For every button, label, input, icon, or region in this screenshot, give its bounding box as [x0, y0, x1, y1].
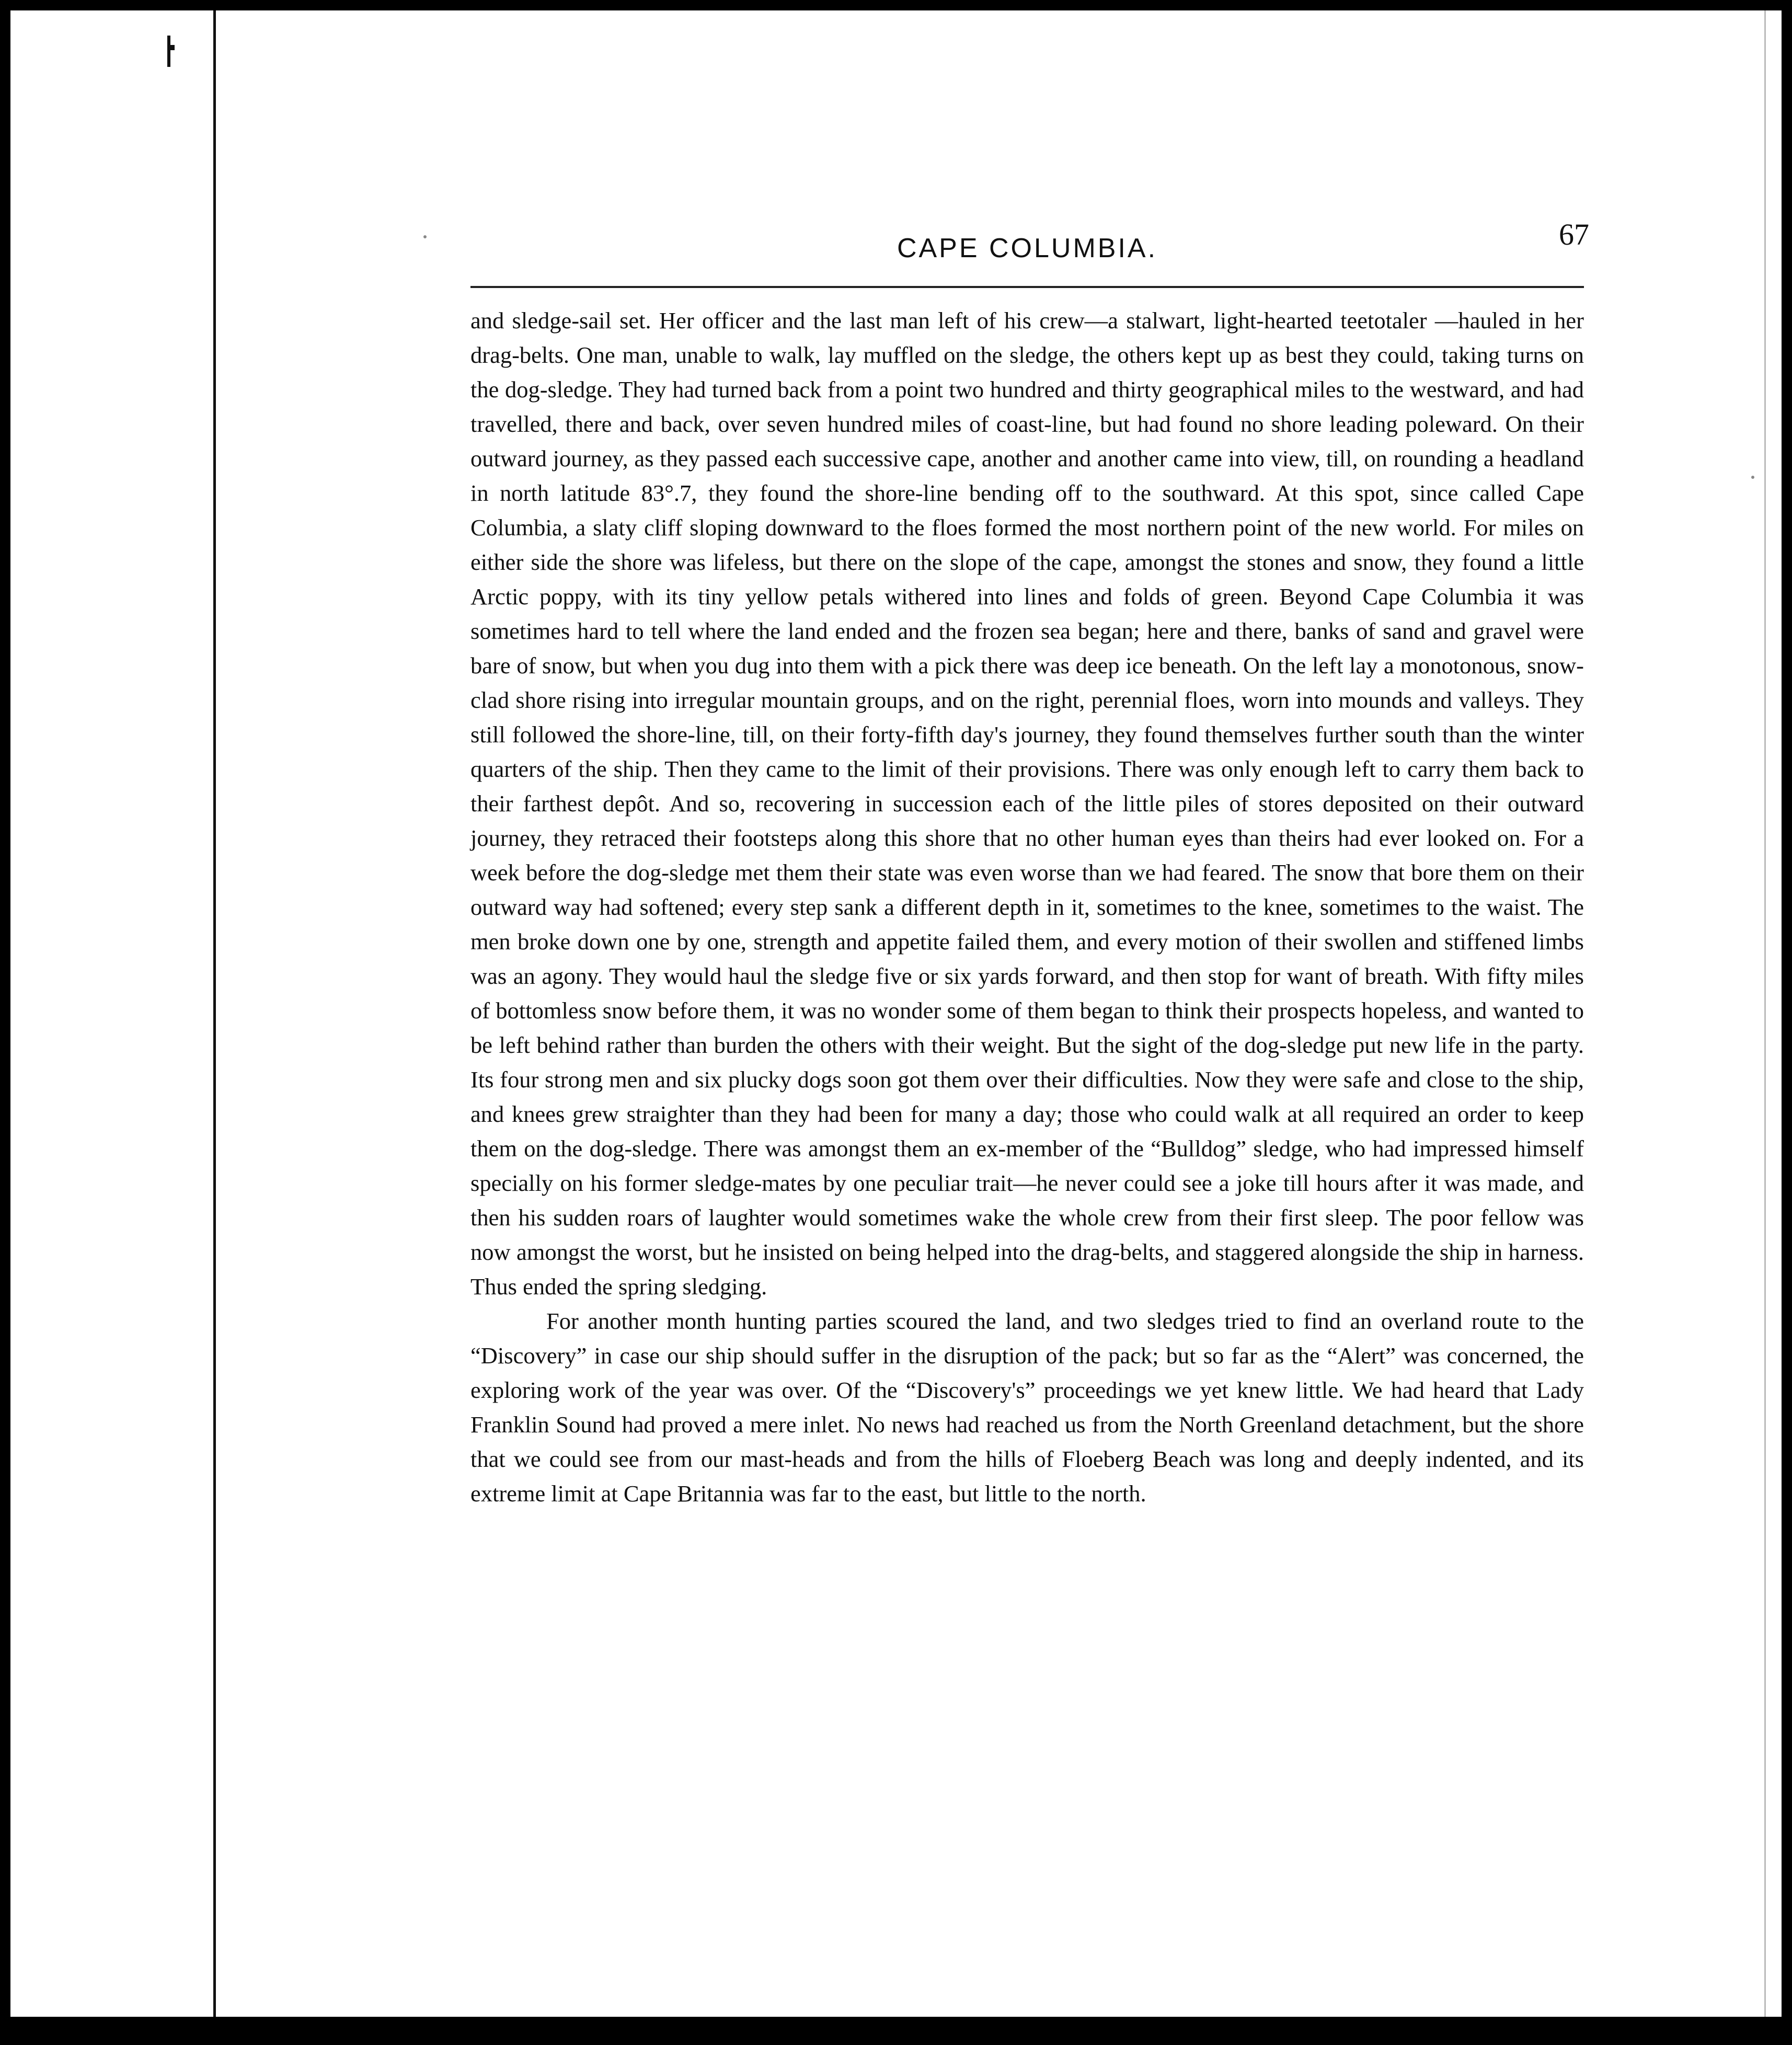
running-title: CAPE COLUMBIA.: [897, 233, 1158, 263]
binding-gutter-line: [213, 10, 216, 2035]
book-page: [10, 10, 1782, 2035]
body-text: [470, 303, 1584, 1511]
paper-speck: [1751, 476, 1754, 479]
header-rule: [470, 286, 1584, 288]
page-right-edge: [1764, 10, 1766, 2035]
page-header: [470, 217, 1589, 280]
paragraph: For another month hunting parties scoured the land, and two sledges tried to find an overland route to the “Discovery” in case our ship should suffer in the disruption of the pack; but so far as the “Alert” was concerned, the exploring work of the year was over. Of the “Discovery's” proceedings we yet knew little. We had heard that Lady Franklin Sound had proved a mere inlet. No news had reached us from the North Greenland detachment, but the shore that we could see from our mast-heads and from the hills of Floeberg Beach was long and deeply indented, and its extreme limit at Cape Britannia was far to the east, but little to the north.: [470, 1308, 1584, 1507]
page-number: 67: [1559, 217, 1589, 251]
page-bottom-edge: [10, 2017, 1782, 2035]
paper-speck: [423, 235, 427, 238]
paragraph: and sledge-sail set. Her officer and the last man left of his crew—a stalwart, light-hearted teetotaler —hauled in her drag-belts. One man, unable to walk, lay muffled on the sledge, the others kept up as best they could, taking turns on the dog-sledge. They had turned back from a point two hundred and thirty geographical miles to the westward, and had travelled, there and back, over seven hundred miles of coast-line, but had found no shore leading poleward. On their outward journey, as they passed each successive cape, another and another came into view, till, on rounding a headland in north latitude 83°.7, they found the shore-line bending off to the southward. At this spot, since called Cape Columbia, a slaty cliff sloping downward to the floes formed the most northern point of the new world. For miles on either side the shore was lifeless, but there on the slope of the cape, amongst the stones and snow, they found a little Arctic poppy, with its tiny yellow petals withered into lines and folds of green. Beyond Cape Columbia it was sometimes hard to tell where the land ended and the frozen sea began; here and there, banks of sand and gravel were bare of snow, but when you dug into them with a pick there was deep ice beneath. On the left lay a monotonous, snow-clad shore rising into irregular mountain groups, and on the right, perennial floes, worn into mounds and valleys. They still followed the shore-line, till, on their forty-fifth day's journey, they found themselves further south than the winter quarters of the ship. Then they came to the limit of their provisions. There was only enough left to carry them back to their farthest depôt. And so, recovering in succession each of the little piles of stores deposited on their outward journey, they retraced their footsteps along this shore that no other human eyes than theirs had ever looked on. For a week before the dog-sledge met them their state was even worse than we had feared. The snow that bore them on their outward way had softened; every step sank a different depth in it, sometimes to the knee, sometimes to the waist. The men broke down one by one, strength and appetite failed them, and every motion of their swollen and stiffened limbs was an agony. They would haul the sledge five or six yards forward, and then stop for want of breath. With fifty miles of bottomless snow before them, it was no wonder some of them began to think their prospects hopeless, and wanted to be left behind rather than burden the others with their weight. But the sight of the dog-sledge put new life in the party. Its four strong men and six plucky dogs soon got them over their difficulties. Now they were safe and close to the ship, and knees grew straighter than they had been for many a day; those who could walk at all required an order to keep them on the dog-sledge. There was amongst them an ex-member of the “Bulldog” sledge, who had impressed himself specially on his former sledge-mates by one peculiar trait—he never could see a joke till hours after it was made, and then his sudden roars of laughter would sometimes wake the whole crew from their first sleep. The poor fellow was now amongst the worst, but he insisted on being helped into the drag-belts, and staggered alongside the ship in harness. Thus ended the spring sledging.: [470, 307, 1584, 1300]
gutter-tick-mark: [163, 36, 175, 67]
